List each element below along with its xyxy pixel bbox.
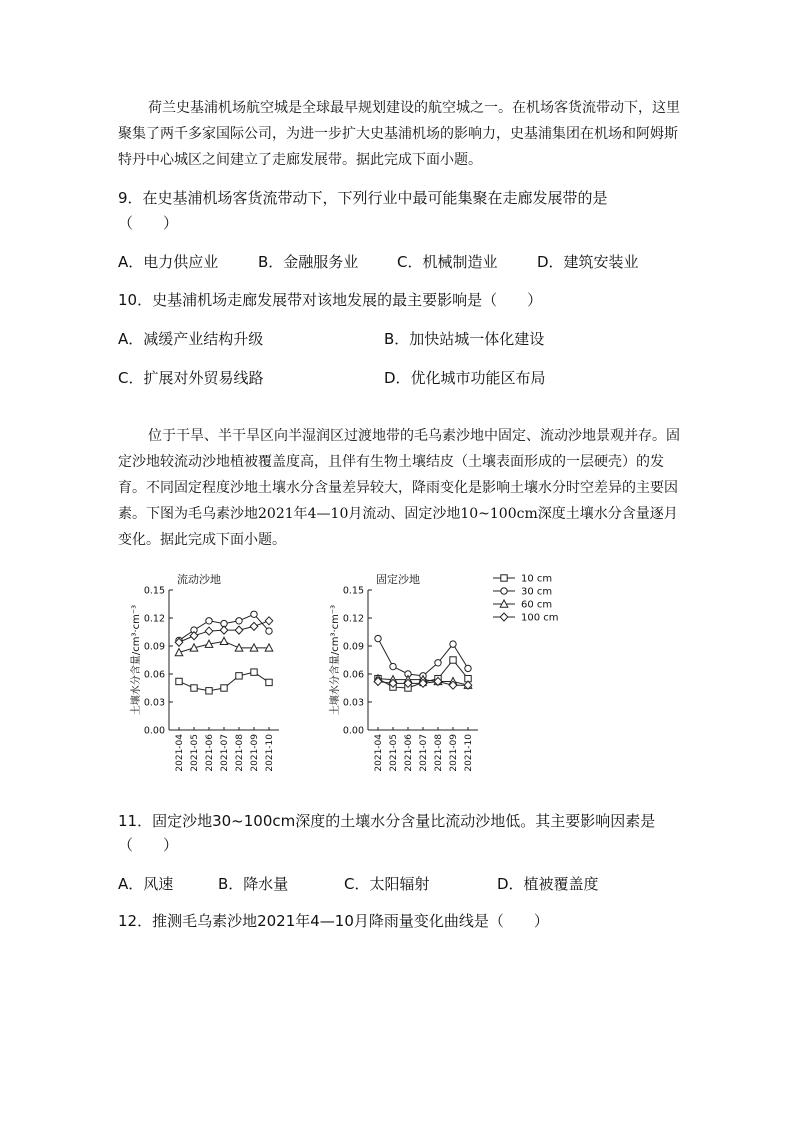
data-point-square	[176, 678, 182, 684]
q11-option-b[interactable]: B．降水量	[218, 875, 289, 893]
legend-marker-diamond	[500, 613, 508, 621]
question-12-stem: 12．推测毛乌素沙地2021年4—10月降雨量变化曲线是（ ）	[118, 912, 549, 930]
legend-label: 10 cm	[521, 573, 553, 585]
question-9-stem: 9．在史基浦机场客货流带动下，下列行业中最可能集聚在走廊发展带的是	[118, 189, 608, 207]
y-tick-label: 0.06	[143, 669, 165, 681]
q9-option-d[interactable]: D．建筑安装业	[537, 253, 639, 271]
y-tick-label: 0.03	[143, 697, 165, 709]
x-tick-label: 2021-04	[374, 734, 384, 772]
legend-label: 30 cm	[521, 586, 553, 598]
data-point-diamond	[205, 627, 213, 635]
y-tick-label: 0.03	[342, 697, 364, 709]
x-tick-label: 2021-10	[464, 734, 474, 772]
x-tick-label: 2021-09	[250, 734, 260, 772]
q10-option-a[interactable]: A．减缓产业结构升级	[118, 330, 264, 348]
data-point-circle	[251, 611, 257, 617]
q11-option-a[interactable]: A．风速	[118, 875, 174, 893]
question-10-stem: 10．史基浦机场走廊发展带对该地发展的最主要影响是（ ）	[118, 291, 543, 309]
legend-marker-square	[501, 575, 507, 581]
q10-option-c[interactable]: C．扩展对外贸易线路	[118, 369, 264, 387]
data-point-square	[266, 679, 272, 685]
q9-option-a[interactable]: A．电力供应业	[118, 253, 219, 271]
q10-option-d[interactable]: D．优化城市功能区布局	[384, 369, 546, 387]
chart-title: 固定沙地	[376, 573, 420, 586]
x-tick-label: 2021-08	[235, 734, 245, 772]
legend-label: 100 cm	[521, 612, 559, 624]
y-tick-label: 0.09	[143, 641, 165, 653]
soil-moisture-charts	[120, 565, 560, 785]
y-tick-label: 0.15	[342, 585, 364, 597]
x-tick-label: 2021-09	[449, 734, 459, 772]
q11-option-c[interactable]: C．太阳辐射	[344, 875, 430, 893]
data-point-circle	[450, 641, 456, 647]
data-point-circle	[465, 665, 471, 671]
question-11-stem: 11．固定沙地30~100cm深度的土壤水分含量比流动沙地低。其主要影响因素是	[118, 812, 656, 830]
legend-label: 60 cm	[521, 599, 553, 611]
question-9-blank: （ ）	[118, 214, 179, 232]
y-tick-label: 0.15	[143, 585, 165, 597]
data-point-square	[236, 673, 242, 679]
x-tick-label: 2021-05	[190, 734, 200, 772]
q9-option-b[interactable]: B．金融服务业	[258, 253, 359, 271]
y-tick-label: 0.06	[342, 669, 364, 681]
x-tick-label: 2021-07	[419, 734, 429, 772]
passage-schiphol: 荷兰史基浦机场航空城是全球最早规划建设的航空城之一。在机场客货流带动下，这里聚集了两千多家国际公司，为进一步扩大史基浦机场的影响力，史基浦集团在机场和阿姆斯特丹中心城区之间建立了走廊发展带。据此完成下面小题。	[118, 100, 680, 168]
q10-option-b[interactable]: B．加快站城一体化建设	[384, 330, 545, 348]
data-point-circle	[206, 618, 212, 624]
y-tick-label: 0.12	[143, 613, 165, 625]
data-point-square	[450, 657, 456, 663]
data-point-diamond	[265, 617, 273, 625]
data-point-circle	[375, 635, 381, 641]
q11-option-d[interactable]: D．植被覆盖度	[497, 875, 599, 893]
q9-option-c[interactable]: C．机械制造业	[397, 253, 498, 271]
data-point-circle	[266, 628, 272, 634]
data-point-square	[206, 688, 212, 694]
y-tick-label: 0.09	[342, 641, 364, 653]
legend-marker-circle	[501, 588, 507, 594]
data-point-circle	[236, 618, 242, 624]
y-tick-label: 0.00	[342, 725, 364, 737]
x-tick-label: 2021-06	[404, 734, 414, 772]
data-point-circle	[390, 663, 396, 669]
y-axis-label: 土壤水分含量/cm³·cm⁻³	[131, 604, 142, 716]
x-tick-label: 2021-10	[265, 734, 275, 772]
question-11-blank: （ ）	[118, 836, 179, 854]
data-point-diamond	[220, 626, 228, 634]
data-point-square	[251, 669, 257, 675]
data-point-square	[221, 685, 227, 691]
data-point-triangle	[220, 637, 228, 644]
data-point-square	[191, 685, 197, 691]
y-axis-label: 土壤水分含量/cm³·cm⁻³	[330, 604, 341, 716]
data-point-circle	[435, 660, 441, 666]
y-tick-label: 0.12	[342, 613, 364, 625]
data-point-diamond	[190, 632, 198, 640]
data-point-diamond	[250, 622, 258, 630]
data-point-diamond	[235, 626, 243, 634]
chart-title: 流动沙地	[177, 573, 221, 586]
x-tick-label: 2021-06	[205, 734, 215, 772]
passage-mu-us-sandy-land: 位于干旱、半干旱区向半湿润区过渡地带的毛乌素沙地中固定、流动沙地景观并存。固定沙地较流动沙地植被覆盖度高，且伴有生物土壤结皮（土壤表面形成的一层硬壳）的发育。不同固定程度沙地土壤水分含量差异较大，降雨变化是影响土壤水分时空差异的主要因素。下图为毛乌素沙地2021年4—10月流动、固定沙地10~100cm深度土壤水分含量逐月变化。据此完成下面小题。	[118, 428, 680, 548]
y-tick-label: 0.00	[143, 725, 165, 737]
x-tick-label: 2021-05	[389, 734, 399, 772]
x-tick-label: 2021-04	[175, 734, 185, 772]
x-tick-label: 2021-07	[220, 734, 230, 772]
x-tick-label: 2021-08	[434, 734, 444, 772]
